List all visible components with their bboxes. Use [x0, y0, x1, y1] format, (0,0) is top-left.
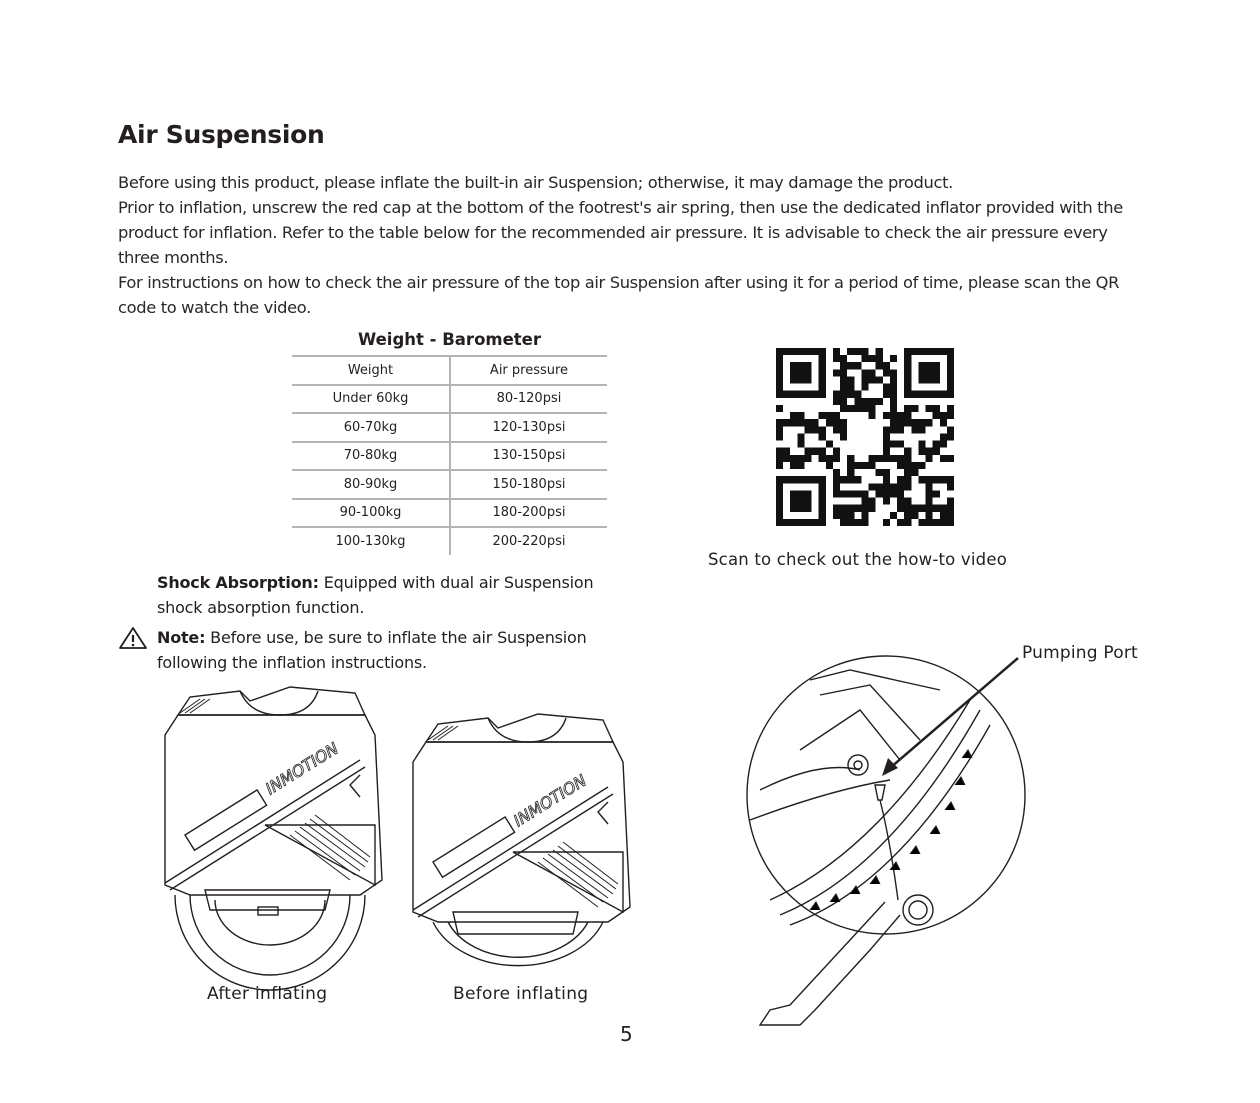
- page-number: 5: [620, 1022, 633, 1046]
- note-label: Note:: [157, 628, 206, 647]
- brand-mark: INMOTION: [262, 738, 342, 799]
- pressure-cell: 180-200psi: [450, 499, 607, 528]
- pressure-cell: 80-120psi: [450, 385, 607, 414]
- table-title: Weight - Barometer: [357, 330, 542, 349]
- weight-cell: 60-70kg: [292, 413, 450, 442]
- header-weight: Weight: [292, 356, 450, 385]
- pressure-cell: 150-180psi: [450, 470, 607, 499]
- qr-caption: Scan to check out the how-to video: [708, 550, 1007, 569]
- table-row: [292, 527, 607, 555]
- intro-paragraph: Before using this product, please inflate the built-in air Suspension; otherwise, it may damage the product.: [118, 173, 953, 192]
- header-air-pressure: Air pressure: [450, 356, 607, 385]
- table-row: [292, 442, 607, 471]
- shock-absorption-label: Shock Absorption:: [157, 573, 319, 592]
- arrow-icon: [882, 758, 898, 776]
- unicycle-after-inflating-illustration: [160, 685, 390, 985]
- qr-code-icon[interactable]: [776, 347, 954, 527]
- inflation-paragraph: Prior to inflation, unscrew the red cap at the bottom of the footrest's air spring, then use the dedicated inflator provided with the product for inflation. Refer to the table below for the recommended air pressure. It is advisable to check the air pressure every three months.: [118, 198, 1123, 267]
- table-row: [292, 413, 607, 442]
- weight-cell: 90-100kg: [292, 499, 450, 528]
- shock-absorption-text: [157, 570, 627, 620]
- pressure-cell: 130-150psi: [450, 442, 607, 471]
- weight-cell: 100-130kg: [292, 527, 450, 555]
- weight-pressure-table: [292, 355, 607, 555]
- note-text: [157, 625, 627, 675]
- weight-cell: 70-80kg: [292, 442, 450, 471]
- qr-instructions-paragraph: For instructions on how to check the air pressure of the top air Suspension after using it for a period of time, please scan the QR code to watch the video.: [118, 273, 1120, 317]
- note-body: Before use, be sure to inflate the air Suspension following the inflation instructions.: [157, 628, 587, 672]
- pressure-cell: 120-130psi: [450, 413, 607, 442]
- warning-icon: [118, 626, 148, 650]
- table-row: [292, 499, 607, 528]
- page-title: Air Suspension: [118, 120, 325, 149]
- table-row: [292, 385, 607, 414]
- pumping-port-illustration: [740, 640, 1040, 1040]
- weight-cell: 80-90kg: [292, 470, 450, 499]
- unicycle-before-inflating-illustration: [408, 712, 638, 987]
- brand-mark: INMOTION: [510, 770, 590, 831]
- shock-absorption-body: Equipped with dual air Suspension shock absorption function.: [157, 573, 594, 617]
- pumping-port-label: Pumping Port: [1022, 643, 1138, 663]
- after-inflating-label: After inflating: [207, 984, 328, 1004]
- weight-cell: Under 60kg: [292, 385, 450, 414]
- table-header-row: [292, 356, 607, 385]
- table-row: [292, 470, 607, 499]
- before-inflating-label: Before inflating: [453, 984, 589, 1004]
- pressure-cell: 200-220psi: [450, 527, 607, 555]
